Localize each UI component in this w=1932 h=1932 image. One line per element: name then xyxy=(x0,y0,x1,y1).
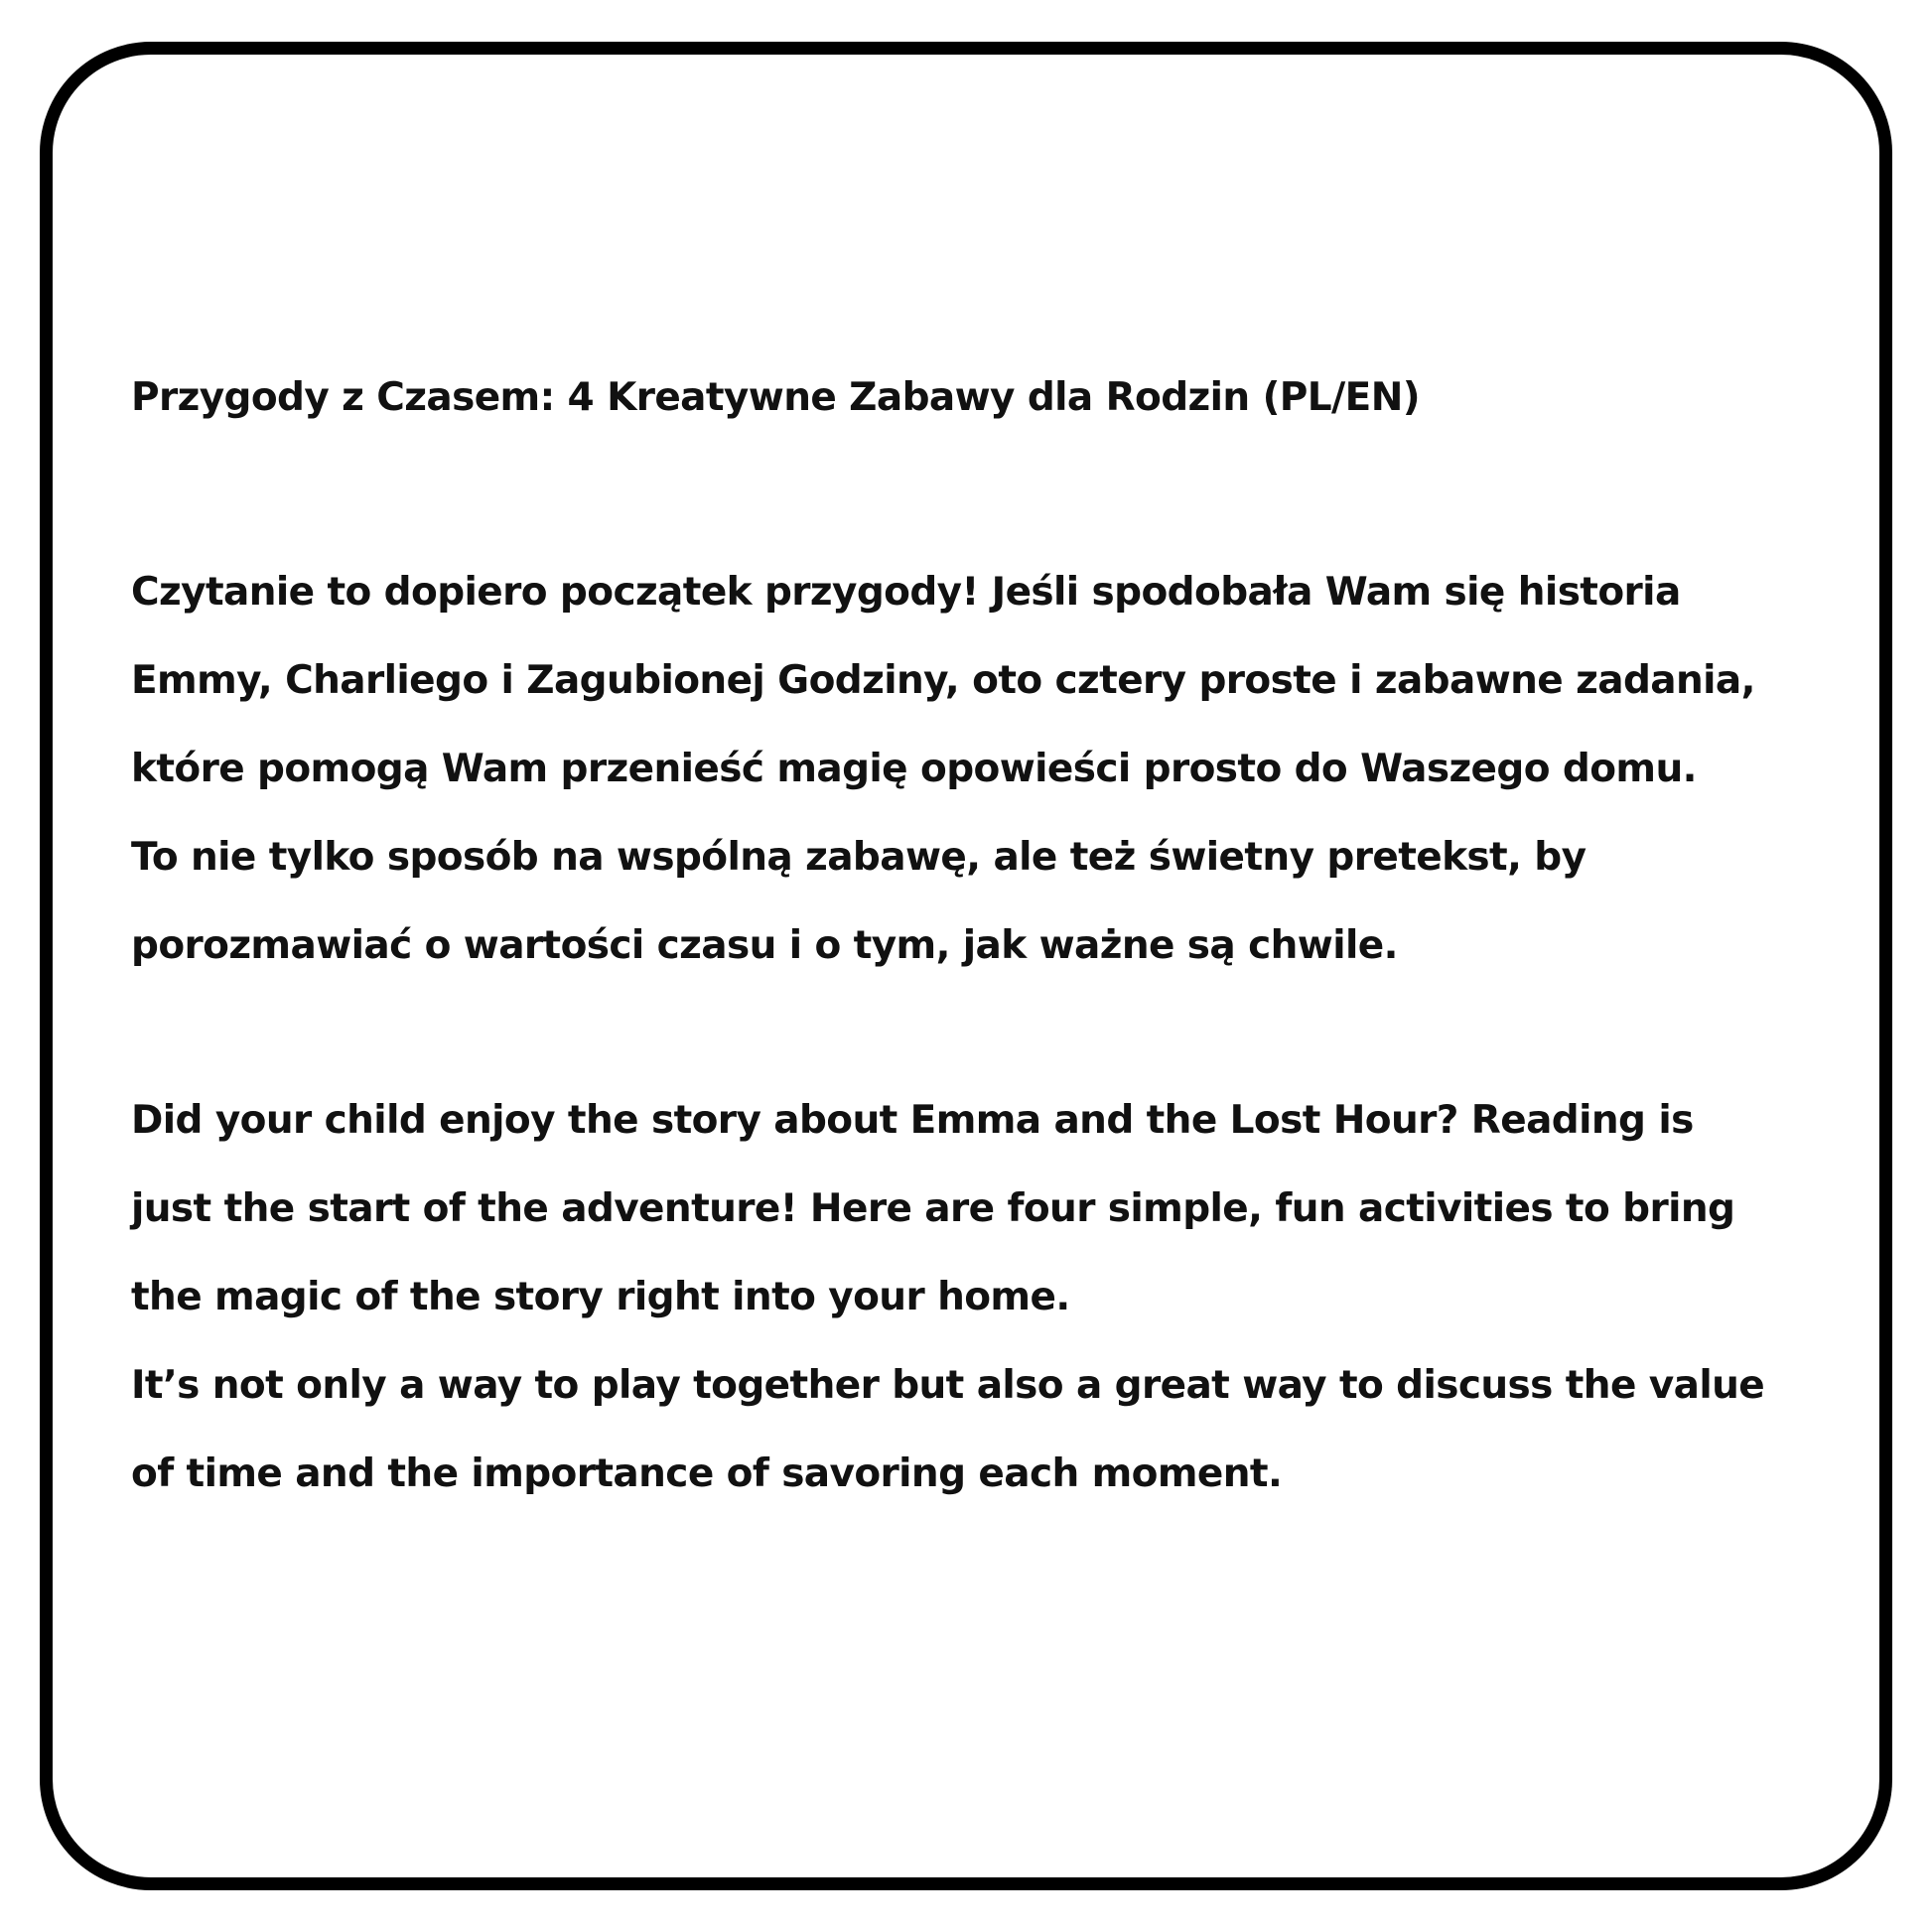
polish-line-1: Czytanie to dopiero początek przygody! Jeśli spodobała Wam się historia xyxy=(131,570,1681,615)
english-line-1: Did your child enjoy the story about Emma and the Lost Hour? Reading is xyxy=(131,1098,1694,1143)
polish-line-4: To nie tylko sposób na wspólną zabawę, ale też świetny pretekst, by xyxy=(131,835,1587,880)
spacer xyxy=(131,433,1799,548)
english-line-5: of time and the importance of savoring each moment. xyxy=(131,1451,1283,1496)
english-line-2: just the start of the adventure! Here are four simple, fun activities to bring xyxy=(131,1186,1735,1231)
polish-line-5: porozmawiać o wartości czasu i o tym, jak ważne są chwile. xyxy=(131,923,1398,968)
text-content xyxy=(131,363,1799,1518)
english-line-4: It’s not only a way to play together but also a great way to discuss the value xyxy=(131,1363,1765,1408)
polish-line-2: Emmy, Charliego i Zagubionej Godziny, oto cztery proste i zabawne zadania, xyxy=(131,658,1755,703)
polish-paragraph xyxy=(131,548,1799,990)
english-paragraph xyxy=(131,1076,1799,1518)
spacer xyxy=(131,990,1799,1076)
page-title: Przygody z Czasem: 4 Kreatywne Zabawy dla Rodzin (PL/EN) xyxy=(131,375,1420,420)
english-line-3: the magic of the story right into your home. xyxy=(131,1275,1070,1319)
polish-line-3: które pomogą Wam przenieść magię opowieści prosto do Waszego domu. xyxy=(131,747,1697,791)
